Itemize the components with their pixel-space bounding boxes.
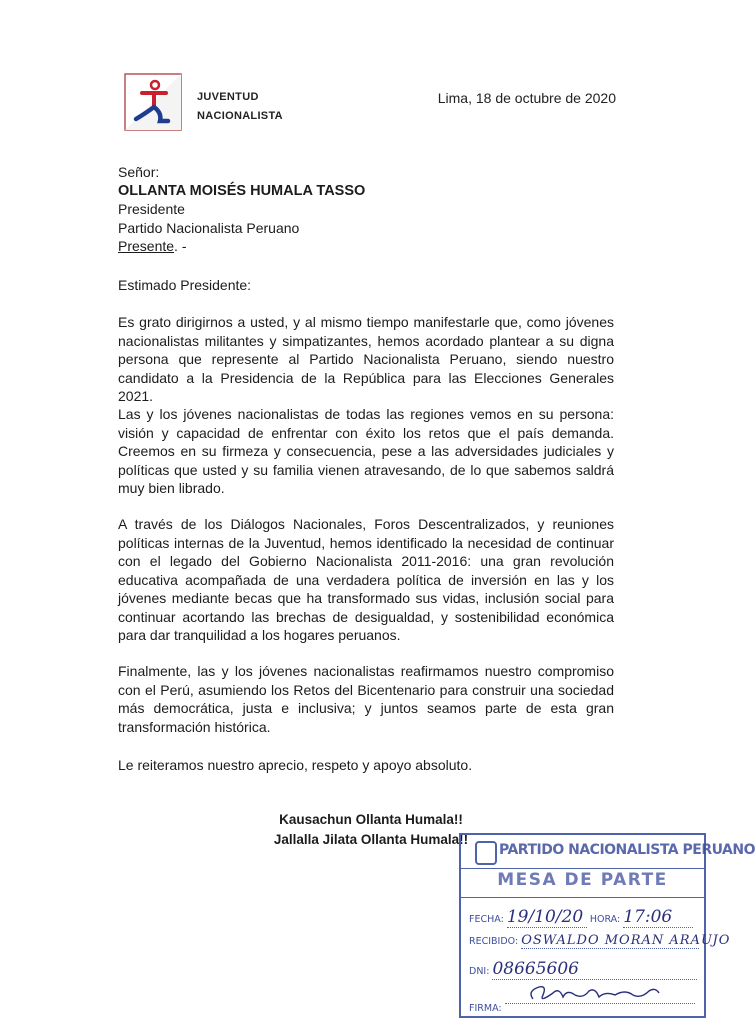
party-logo-icon xyxy=(475,841,497,865)
dni-label: DNI: xyxy=(469,966,490,977)
stamp-firma-row xyxy=(469,989,695,1014)
stamp-fecha-row xyxy=(469,907,693,928)
recibido-field xyxy=(521,933,731,949)
recipient-name: OLLANTA MOISÉS HUMALA TASSO xyxy=(118,182,366,199)
closing-line-1: Kausachun Ollanta Humala!! xyxy=(279,812,463,827)
dni-field xyxy=(492,959,697,980)
paragraph-2: Las y los jóvenes nacionalistas de todas las regiones vemos en su persona: visión y capacidad de enfrentar con éxito los retos que el país demanda. Creemos en su firmeza y consecuencia, pese a las adversidades judiciales y políticas que usted y su familia vienen atravesando, de lo que sabemos saldrá muy bien librado. xyxy=(118,406,614,496)
fecha-field xyxy=(507,907,587,928)
firma-label: FIRMA: xyxy=(469,1003,502,1014)
stamp-dni-row xyxy=(469,959,697,980)
stamp-subtitle: MESA DE PARTE xyxy=(497,870,668,890)
recibido-value: OSWALDO MORAN ARAUJO xyxy=(521,933,731,948)
hora-value: 17:06 xyxy=(623,907,673,927)
letter-date: Lima, 18 de octubre de 2020 xyxy=(437,90,616,106)
logo-text xyxy=(197,88,283,126)
runner-logo-icon xyxy=(124,73,182,131)
presente-line xyxy=(118,237,614,256)
recibido-label: RECIBIDO: xyxy=(469,936,519,947)
reception-stamp xyxy=(459,833,755,1018)
stamp-header xyxy=(461,835,755,869)
paragraph-3: A través de los Diálogos Nacionales, Foros Descentralizados, y reuniones políticas internas de la Juventud, hemos identificado la necesidad de continuar con el legado del Gobierno Nacionalista 2011-2016: una gran revolución educativa acompañada de una verdadera política de inversión en las y los jóvenes mediante becas que ha transformado sus vidas, inclusión social para continuar acortando las brechas de desigualdad, y sostenibilidad económica para dar tranquilidad a los hogares peruanos. xyxy=(118,516,614,643)
recipient-organization: Partido Nacionalista Peruano xyxy=(118,219,300,236)
paragraph-1: Es grato dirigirnos a usted, y al mismo tiempo manifestarle que, como jóvenes nacionalistas militantes y simpatizantes, hemos acordado plantear a su digna persona que represente al Partido Nacionalista Peruano, siendo nuestro candidato a la Presidencia de la República para las Elecciones Generales 2021. xyxy=(118,314,614,404)
logo-line-1: JUVENTUD xyxy=(197,91,259,103)
closing-slogans xyxy=(266,810,476,850)
logo-line-2: NACIONALISTA xyxy=(197,110,283,122)
juventud-nacionalista-logo xyxy=(124,73,182,131)
stamp-recibido-row xyxy=(469,933,731,949)
signature-icon xyxy=(525,983,675,1005)
dni-value: 08665606 xyxy=(492,959,579,979)
paragraph-4: Finalmente, las y los jóvenes nacionalistas reafirmamos nuestro compromiso con el Perú, asumiendo los Retos del Bicentenario para construir una sociedad más democrática, justa e inclusiva; y juntos seamos parte de esta gran transformación histórica. xyxy=(118,663,614,735)
hora-label: HORA: xyxy=(589,914,621,925)
stamp-header-text: PARTIDO NACIONALISTA PERUANO xyxy=(499,842,755,858)
salutation: Señor: xyxy=(118,164,160,180)
recipient-title: Presidente xyxy=(118,201,185,217)
presente-word: Presente xyxy=(118,238,175,254)
stamp-divider xyxy=(461,897,704,898)
fecha-label: FECHA: xyxy=(469,914,504,925)
fecha-value: 19/10/20 xyxy=(506,907,584,927)
presente-suffix: . - xyxy=(174,238,187,254)
firma-field xyxy=(505,989,695,1004)
greeting: Estimado Presidente: xyxy=(118,277,252,293)
recipient-block xyxy=(118,163,614,256)
paragraph-5: Le reiteramos nuestro aprecio, respeto y apoyo absoluto. xyxy=(118,757,473,773)
hora-field xyxy=(623,907,693,928)
closing-line-2: Jallalla Jilata Ollanta Humala!! xyxy=(273,832,469,847)
